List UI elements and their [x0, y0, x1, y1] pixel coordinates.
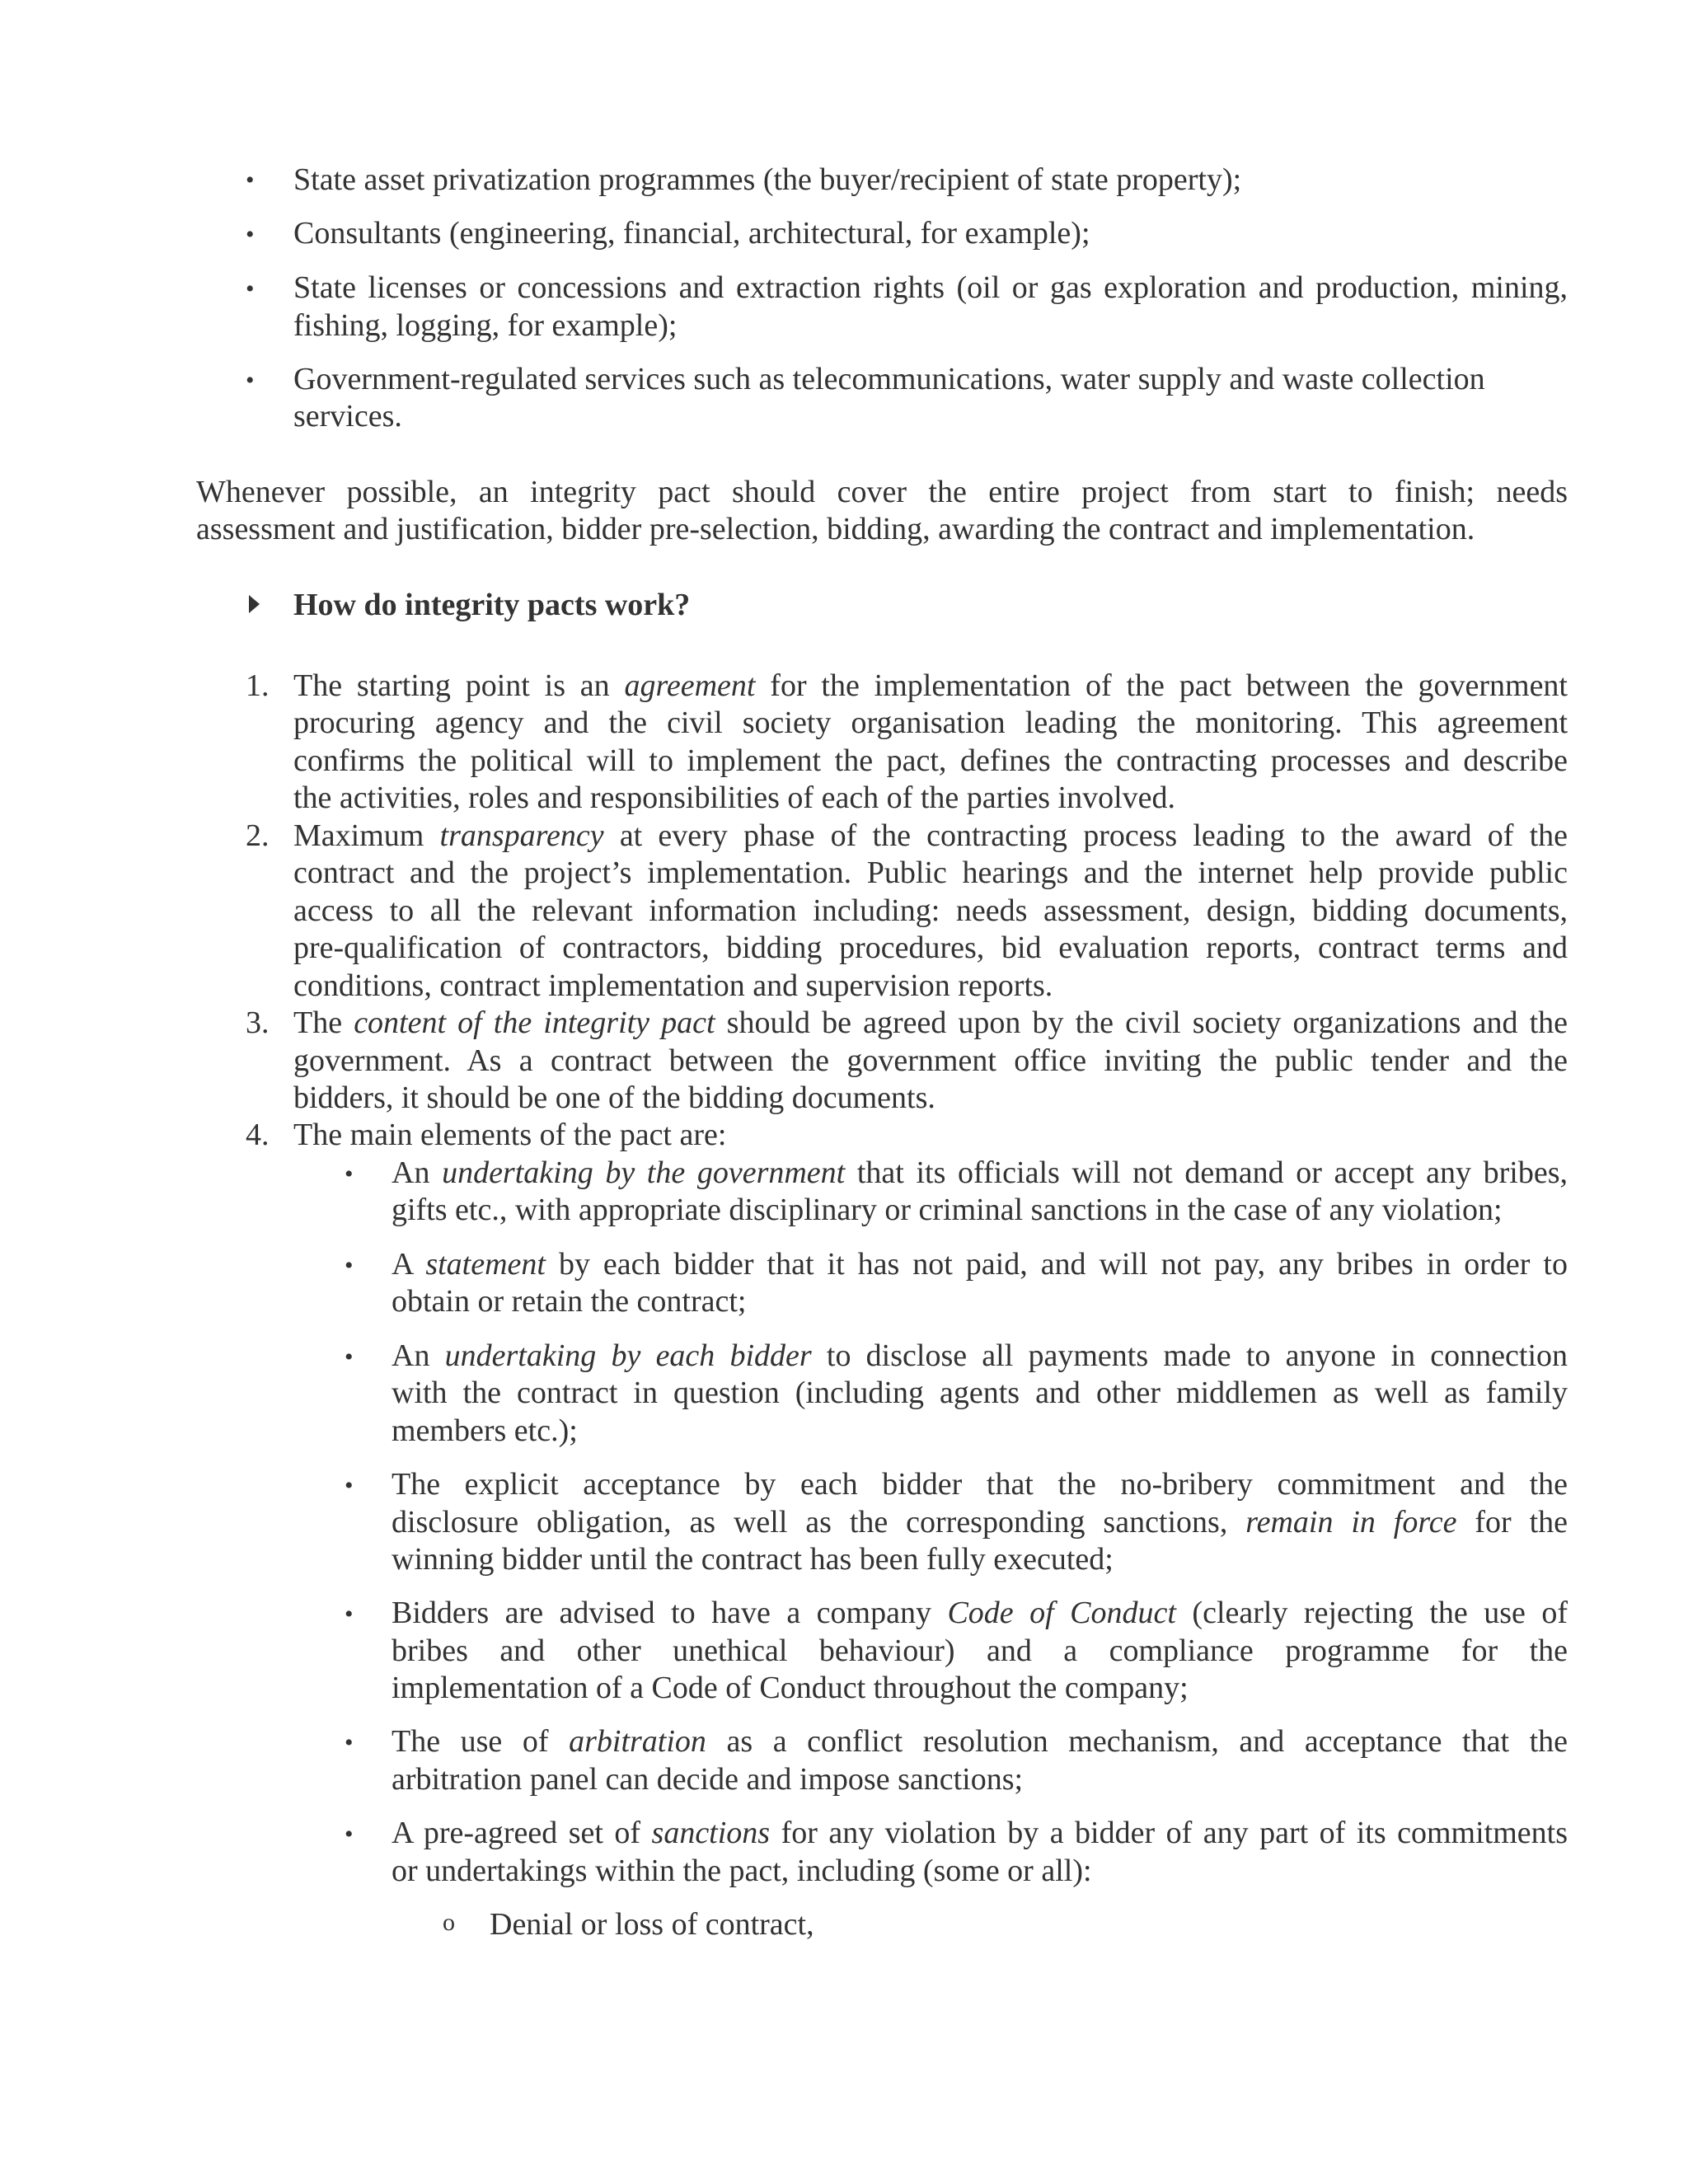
top-bullet-line: services. [293, 399, 402, 434]
bullet-marker: • [345, 1729, 354, 1756]
bullet-marker: • [246, 367, 255, 394]
element-line: A statement by each bidder that it has not paid, and will not pay, any bribes in order to [392, 1247, 1568, 1282]
element-line: implementation of a Code of Conduct throughout the company; [392, 1671, 1189, 1705]
bullet-marker: • [345, 1343, 354, 1371]
bullet-marker: • [246, 275, 255, 302]
top-bullet-line: State asset privatization programmes (the buyer/recipient of state property); [293, 162, 1242, 197]
numbered-item-line: bidders, it should be one of the bidding documents. [293, 1080, 935, 1115]
element-line: An undertaking by the government that its officials will not demand or accept any bribes, [392, 1155, 1568, 1190]
list-number: 3. [246, 1005, 270, 1040]
element-line: winning bidder until the contract has been fully executed; [392, 1542, 1114, 1577]
element-line: members etc.); [392, 1413, 578, 1448]
element-line: arbitration panel can decide and impose sanctions; [392, 1762, 1024, 1797]
element-line: with the contract in question (including agents and other middlemen as well as family [392, 1376, 1568, 1410]
bullet-marker: • [246, 221, 255, 248]
numbered-item-line: access to all the relevant information including: needs assessment, design, bidding documents, [293, 893, 1568, 928]
numbered-item-line: contract and the project’s implementation. Public hearings and the internet help provide public [293, 855, 1568, 890]
bullet-marker: • [345, 1601, 354, 1628]
element-line: disclosure obligation, as well as the corresponding sanctions, remain in force for the [392, 1505, 1568, 1540]
numbered-item-line: confirms the political will to implement the pact, defines the contracting processes and describe [293, 743, 1568, 778]
bullet-marker: • [246, 166, 255, 194]
top-bullet-line: State licenses or concessions and extraction rights (oil or gas exploration and production, mining, [293, 270, 1568, 305]
numbered-item-line: The starting point is an agreement for the implementation of the pact between the government [293, 668, 1568, 703]
section-heading: How do integrity pacts work? [293, 588, 691, 622]
list-number: 1. [246, 668, 270, 703]
element-line: An undertaking by each bidder to disclose all payments made to anyone in connection [392, 1338, 1568, 1373]
paragraph-line: assessment and justification, bidder pre-selection, bidding, awarding the contract and implementation. [196, 512, 1475, 546]
paragraph-line: Whenever possible, an integrity pact should cover the entire project from start to finish; needs [196, 475, 1568, 509]
play-arrow-icon [249, 595, 260, 613]
sub-bullet-marker: o [443, 1909, 455, 1936]
element-line: gifts etc., with appropriate disciplinary or criminal sanctions in the case of any violation; [392, 1193, 1503, 1227]
bullet-marker: • [345, 1252, 354, 1279]
list-number: 2. [246, 818, 270, 853]
numbered-item-line: The main elements of the pact are: [293, 1118, 727, 1152]
numbered-item-line: procuring agency and the civil society organisation leading the monitoring. This agreement [293, 705, 1568, 740]
element-line: Bidders are advised to have a company Code of Conduct (clearly rejecting the use of [392, 1596, 1568, 1630]
numbered-item-line: the activities, roles and responsibilities of each of the parties involved. [293, 780, 1176, 815]
numbered-item-line: government. As a contract between the government office inviting the public tender and the [293, 1043, 1568, 1078]
bullet-marker: • [345, 1160, 354, 1188]
element-line: The explicit acceptance by each bidder that the no-bribery commitment and the [392, 1467, 1568, 1502]
numbered-item-line: The content of the integrity pact should be agreed upon by the civil society organizations and the [293, 1005, 1568, 1040]
numbered-item-line: pre-qualification of contractors, bidding procedures, bid evaluation reports, contract terms and [293, 930, 1568, 965]
top-bullet-line: Government-regulated services such as telecommunications, water supply and waste collection [293, 362, 1485, 396]
element-line: obtain or retain the contract; [392, 1284, 747, 1319]
top-bullet-line: Consultants (engineering, financial, architectural, for example); [293, 216, 1090, 251]
element-line: A pre-agreed set of sanctions for any violation by a bidder of any part of its commitments [392, 1816, 1568, 1850]
numbered-item-line: Maximum transparency at every phase of the contracting process leading to the award of the [293, 818, 1568, 853]
element-line: The use of arbitration as a conflict resolution mechanism, and acceptance that the [392, 1724, 1568, 1759]
numbered-item-line: conditions, contract implementation and supervision reports. [293, 968, 1053, 1003]
element-line: or undertakings within the pact, including (some or all): [392, 1854, 1092, 1888]
bullet-marker: • [345, 1821, 354, 1848]
list-number: 4. [246, 1118, 270, 1152]
top-bullet-line: fishing, logging, for example); [293, 308, 678, 343]
bullet-marker: • [345, 1472, 354, 1499]
sanction-item: Denial or loss of contract, [490, 1907, 814, 1942]
element-line: bribes and other unethical behaviour) and a compliance programme for the [392, 1633, 1568, 1668]
